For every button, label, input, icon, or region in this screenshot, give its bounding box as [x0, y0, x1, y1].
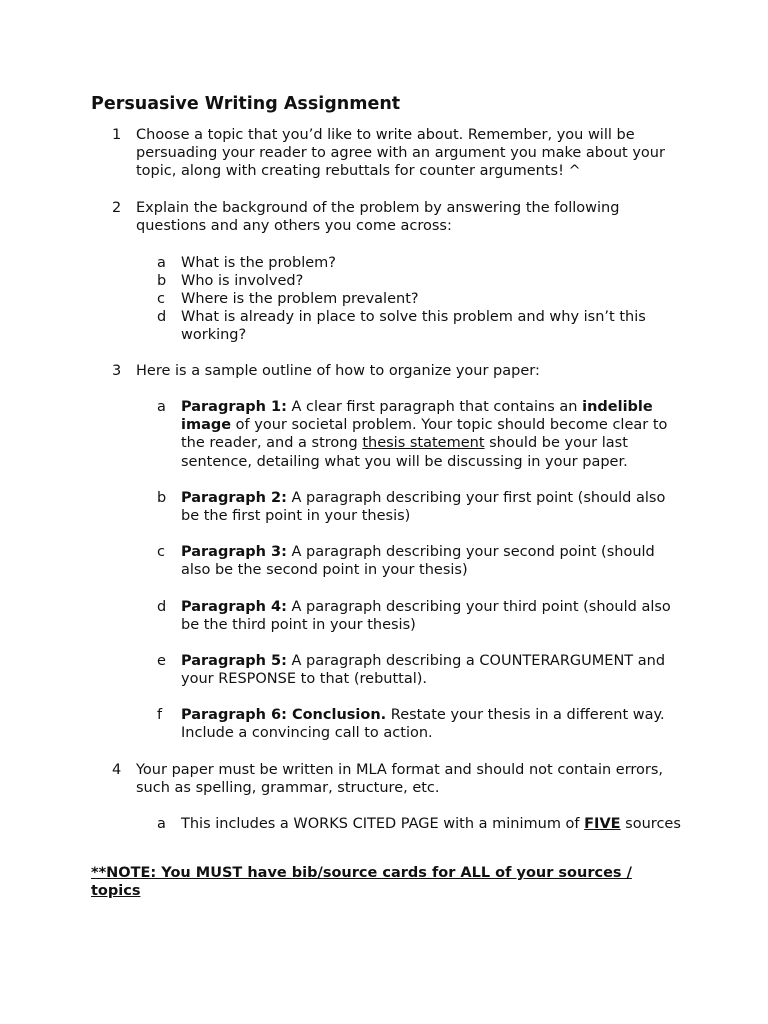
sub-item-3c [157, 543, 681, 579]
sub-item-text: Paragraph 6: Conclusion. Restate your thesis in a different way. Include a convincing call to action. [181, 707, 665, 742]
sub-item-2d [157, 308, 681, 344]
list-item-2 [112, 199, 681, 235]
sub-item-text: Paragraph 3: A paragraph describing your second point (should also be the second point in your thesis) [181, 544, 655, 579]
list-item-number: 3 [112, 363, 122, 379]
sub-item-letter: e [157, 653, 166, 669]
sub-item-text: Paragraph 1: A clear first paragraph that contains an indelible image of your societal problem. Your topic should become clear to the reader, and a strong thesis statement should be your last sentence, detailing what you will be discussing in your paper. [181, 399, 668, 470]
note-text: **NOTE: You MUST have bib/source cards for ALL of your sources / topics [91, 865, 632, 900]
underlined-term: thesis statement [362, 435, 485, 452]
sub-item-text: This includes a WORKS CITED PAGE with a minimum of FIVE sources [181, 816, 681, 832]
paragraph-label: Paragraph 6: Conclusion. [181, 707, 387, 723]
list-item-number: 2 [112, 200, 122, 216]
paragraph-label: Paragraph 3: [181, 544, 287, 560]
list-item-text: Choose a topic that you’d like to write about. Remember, you will be persuading your reader to agree with an argument you make about your topic, along with creating rebuttals for counter arguments! ^ [136, 127, 665, 180]
paragraph-label: Paragraph 4: [181, 599, 287, 615]
sub-item-letter: a [157, 399, 166, 415]
list-item-3 [112, 362, 681, 380]
paragraph-label: Paragraph 5: [181, 653, 287, 669]
list-item-number: 1 [112, 127, 122, 143]
sub-item-text: What is already in place to solve this problem and why isn’t this working? [181, 309, 646, 344]
sub-item-letter: a [157, 255, 166, 271]
sub-item-3b [157, 489, 681, 525]
sub-item-letter: c [157, 544, 165, 560]
emphasis-text: FIVE [584, 816, 621, 832]
sub-item-letter: d [157, 309, 167, 325]
list-item-4 [112, 761, 681, 797]
sub-item-2a [157, 254, 681, 272]
sub-item-3e [157, 652, 681, 688]
sub-item-3a [157, 398, 681, 471]
list-item-text: Explain the background of the problem by answering the following questions and any others you come across: [136, 200, 620, 235]
sub-item-letter: a [157, 816, 166, 832]
list-item-text: Your paper must be written in MLA format and should not contain errors, such as spelling, grammar, structure, etc. [136, 762, 664, 797]
emphasis-text: indelible image [181, 399, 653, 434]
sub-item-letter: c [157, 291, 165, 307]
sub-item-text: Who is involved? [181, 273, 304, 289]
list-item-text: Here is a sample outline of how to organize your paper: [136, 363, 540, 379]
paragraph-label: Paragraph 2: [181, 490, 287, 506]
sub-item-text: What is the problem? [181, 255, 336, 271]
sub-item-2c [157, 290, 681, 308]
page-title: Persuasive Writing Assignment [91, 94, 401, 114]
sub-item-3f [157, 706, 681, 742]
sub-item-letter: d [157, 599, 167, 615]
paragraph-label: Paragraph 1: [181, 399, 287, 415]
sub-item-4a [157, 815, 681, 833]
sub-item-text: Where is the problem prevalent? [181, 291, 419, 307]
sub-item-letter: b [157, 490, 167, 506]
sub-item-2b [157, 272, 681, 290]
list-item-number: 4 [112, 762, 122, 778]
sub-item-3d [157, 598, 681, 634]
sub-item-letter: f [157, 707, 163, 723]
sub-item-letter: b [157, 273, 167, 289]
sub-item-text: Paragraph 4: A paragraph describing your third point (should also be the third point in your thesis) [181, 599, 671, 634]
sub-item-text: Paragraph 2: A paragraph describing your first point (should also be the first point in your thesis) [181, 490, 666, 525]
sub-item-text: Paragraph 5: A paragraph describing a COUNTERARGUMENT and your RESPONSE to that (rebuttal). [181, 653, 666, 688]
list-item-1 [112, 126, 681, 181]
